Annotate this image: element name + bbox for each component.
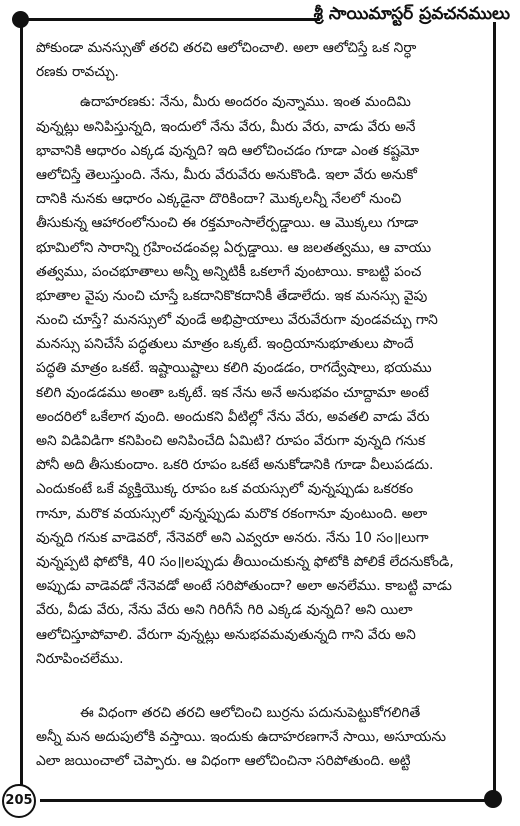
page-number: 205 [2,784,36,818]
text-line: భూమిలోని సారాన్ని గ్రహించడంవల్ల ఏర్పడ్డాయి. ఆ జలతత్వము, ఆ వాయు [36,239,432,256]
text-line [36,671,484,695]
text-line: వున్నట్లు అనిపిస్తున్నది, ఇందులో నేను వేరు, మీరు వేరు, వాడు వేరు అనే [36,118,416,135]
text-line: దానికి నునకు ఆధారం ఎక్కడైనా దొరికిందా? మొక్కలన్నీ నేలలో నుంచి [36,191,402,208]
text-line: ఎందుకంటే ఒకే వ్యక్తియొక్క రూపం ఒక వయస్సులో వున్నప్పుడు ఒకరకం [36,481,414,498]
footer-rule [40,799,490,802]
text-line: గానూ, మరొక వయస్సులో వున్నప్పుడు మరొక రకంగానూ వుంటుంది. అలా [36,505,428,522]
text-line: అప్పుడు వాడెవడో నేనెవడో అంటే సరిపోతుందా? అలా అనలేము. కాబట్టి వాడు [36,578,452,595]
header-rule [20,18,320,21]
text-line: కలిగి వుండడము అంతా ఒక్కటే. ఇక నేను అనే అనుభవం చూద్దామా అంటే [36,384,429,401]
text-line: వేరు, వీడు వేరు, నేను వేరు అని గిరిగీసే గిరి ఎక్కడ వున్నది? అని యిలా [36,602,413,619]
text-line: పద్ధతి మాత్రం ఒకటే. ఇష్టాయిష్టాలు కలిగి వుండడం, రాగద్వేషాలు, భయము [36,360,432,377]
text-line: నుంచి చూస్తే? మనస్సులో వుండే అభిప్రాయాలు వేరువేరుగా వుండవచ్చు గాని [36,312,438,329]
text-line: భూతాల వైపు నుంచి చూస్తే ఒకదానికొకదానికీ తేడాలేదు. ఇక మనస్సు వైపు [36,287,428,304]
text-line: పోకుండా మనస్సుతో తరచి తరచి ఆలోచించాలి. అలా ఆలోచిస్తే ఒక నిర్ధా [36,40,417,56]
text-line: ఈ విధంగా తరచి తరచి ఆలోచించి బుర్రను పదునుపెట్టుకోగలిగితే [80,705,421,722]
text-line: ఆలోచిస్తే తెలుస్తుంది. నేను, మీరు వేరువేరు అనుకొండి. ఇలా వేరు అనుకో [36,166,417,183]
footer-bullet-dot [484,790,502,808]
text-line: పోనీ అది తీసుకుందాం. ఒకరి రూపం ఒకటే అనుకోడానికి గూడా వీలుపడదు. [36,457,434,474]
text-line: తీసుకున్న ఆహారంలోనుంచి ఈ రక్తమాంసాలేర్పడ్డాయి. ఆ మొక్కలు గూడా [36,215,419,232]
text-line: అన్నీ మన అదుపులోకి వస్తాయి. ఇందుకు ఉదాహరణగానే సాయి, అసూయను [36,729,446,746]
text-line: వున్నది గనుక వాడెవరో, నేనెవరో అని ఎవ్వరూ అనరు. నేను 10 సం॥లుగా [36,529,429,546]
text-line: అందరిలో ఒకేలాగ వుంది. అందుకని వీటిల్లో నేను వేరు, అవతలి వాడు వేరు [36,408,430,425]
text-line: ఆలోచిస్తూపోవాలి. వేరుగా వున్నట్లు అనుభవమవుతున్నది గాని వేరు అని [36,626,416,643]
text-line: ఎలా జయించాలో చెప్పారు. ఆ విధంగా ఆలోచించినా సరిపోతుంది. అట్టి [36,753,411,770]
text-line: అని విడివిడిగా కనిపించి అనిపించేది ఏమిటి? రూపం వేరుగా వున్నది గనుక [36,433,426,449]
text-line: వున్నప్పటి ఫోటోకి, 40 సం॥లప్పుడు తీయించుకున్న ఫోటోకి పోలికే లేదనుకోండి, [36,553,454,570]
page-body [36,36,484,772]
text-line: నిరూపించలేము. [36,650,124,667]
text-line: మనస్సు పనిచేసే పద్ధతులు మాత్రం ఒక్కటే. ఇంద్రియానుభూతులు పొందే [36,336,414,353]
text-line: భావానికి ఆధారం ఎక్కడ వున్నది? ఇది ఆలోచించడం గూడా ఎంత కష్టమో [36,142,420,159]
running-header-title: శ్రీ సాయిమాస్టర్ ప్రవచనములు [313,4,510,24]
text-line: రణకు రావచ్చు. [36,64,119,81]
text-line: తత్వము, పంచభూతాలు అన్నీ అన్నిటికీ ఒకలాగే వుంటాయి. కాబట్టి పంచ [36,263,422,280]
text-line: ఉదాహరణకు: నేను, మీరు అందరం వున్నాము. ఇంత మందిమి [80,94,411,111]
